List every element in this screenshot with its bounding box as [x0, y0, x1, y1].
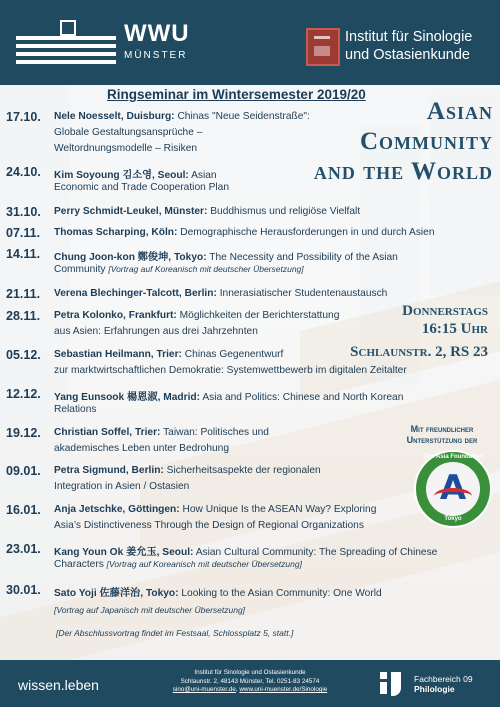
session-line: Thomas Scharping, Köln: Demographische Herausforderungen in und durch Asien — [54, 227, 435, 238]
email-link[interactable]: sino@uni-muenster.de — [172, 686, 236, 693]
session-date: 12.12. — [6, 387, 41, 401]
session-line: Characters [Vortrag auf Koreanisch mit deutscher Übersetzung] — [54, 559, 302, 570]
session-date: 21.11. — [6, 287, 41, 301]
session-line: Relations — [54, 404, 97, 415]
session-date: 16.01. — [6, 503, 41, 517]
info-time: 16:15 Uhr — [421, 321, 488, 337]
footer-bar — [0, 660, 500, 707]
session-line: Verena Blechinger-Talcott, Berlin: Innerasiatischer Studentenaustausch — [54, 288, 388, 299]
session-date: 24.10. — [6, 165, 41, 179]
faculty-logo-icon — [380, 672, 408, 696]
session-line: Globale Gestaltungsansprüche – — [54, 127, 203, 138]
session-line: Yang Eunsook 楊恩淑, Madrid: Asia and Politics: Chinese and North Korean — [54, 392, 404, 403]
institute-name: Institut für Sinologie und Ostasienkunde — [345, 29, 473, 63]
session-line: Kim Soyoung 김소영, Seoul: Asian — [54, 170, 217, 181]
session-line: Asia’s Distinctiveness Through the Design of Regional Organizations — [54, 520, 364, 531]
closing-note: [Der Abschlussvortrag findet im Festsaal, Schlossplatz 5, statt.] — [56, 628, 294, 638]
session-date: 31.10. — [6, 205, 41, 219]
session-date: 28.11. — [6, 309, 41, 323]
faculty-name: Fachbereich 09 Philologie — [414, 674, 473, 694]
website-link[interactable]: www.uni-muenster.de/Sinologie — [239, 686, 328, 693]
poster-main-title: Asian Community and the World — [313, 98, 493, 185]
session-line: Kang Youn Ok 姜允玉, Seoul: Asian Cultural Community: The Spreading of Chinese — [54, 547, 438, 558]
session-line: Sebastian Heilmann, Trier: Chinas Gegenentwurf — [54, 349, 284, 360]
session-date: 07.11. — [6, 226, 41, 240]
info-place: Schlaunstr. 2, RS 23 — [350, 344, 488, 360]
session-line: Nele Noesselt, Duisburg: Chinas "Neue Seidenstraße": — [54, 111, 310, 122]
session-date: 30.01. — [6, 583, 41, 597]
session-line: Petra Sigmund, Berlin: Sicherheitsaspekte der regionalen — [54, 465, 321, 476]
session-line: Weltordnungsmodelle – Risiken — [54, 143, 198, 154]
session-date: 23.01. — [6, 542, 41, 556]
wwu-brand: WWU — [124, 20, 190, 47]
session-line: Community [Vortrag auf Koreanisch mit deutscher Übersetzung] — [54, 264, 304, 275]
seminar-title: Ringseminar im Wintersemester 2019/20 — [107, 87, 366, 102]
session-line: Perry Schmidt-Leukel, Münster: Buddhismus und religiöse Vielfalt — [54, 206, 361, 217]
session-line: Christian Soffel, Trier: Taiwan: Politisches und — [54, 427, 269, 438]
session-date: 09.01. — [6, 464, 41, 478]
session-line: Sato Yoji 佐藤洋治, Tokyo: Looking to the Asian Community: One World — [54, 588, 382, 599]
info-day: Donnerstags — [402, 303, 488, 319]
session-line: Chung Joon-kon 鄭俊坤, Tokyo: The Necessity and Possibility of the Asian — [54, 252, 398, 263]
session-date: 05.12. — [6, 348, 41, 362]
support-note: Mit freundlicher Unterstützung der — [406, 424, 478, 445]
session-line: akademisches Leben unter Bedrohung — [54, 443, 230, 454]
session-note: [Vortrag auf Japanisch mit deutscher Übersetzung] — [54, 605, 246, 615]
session-line: Anja Jetschke, Göttingen: How Unique Is the ASEAN Way? Exploring — [54, 504, 377, 515]
session-date: 19.12. — [6, 426, 41, 440]
footer-address: Institut für Sinologie und Ostasienkunde Schlaunstr. 2, 48143 Münster, Tel. 0251-83 24574 sino@uni-muenster.de, www.uni-muenster.de/Sinologie — [172, 669, 328, 693]
letter-a-icon: A — [439, 468, 467, 508]
one-asia-foundation-logo: One Asia Foundation A Tokyo — [414, 450, 492, 528]
wwu-brand-sub: MÜNSTER — [124, 50, 188, 61]
session-date: 17.10. — [6, 110, 41, 124]
session-line: zur marktwirtschaftlichen Demokratie: Systemwettbewerb im digitalen Zeitalter — [54, 365, 407, 376]
footer-slogan: wissen.leben — [18, 677, 99, 693]
session-line: Petra Kolonko, Frankfurt: Möglichkeiten der Berichterstattung — [54, 310, 340, 321]
session-line: aus Asien: Erfahrungen aus drei Jahrzehnten — [54, 326, 258, 337]
session-line: Economic and Trade Cooperation Plan — [54, 182, 229, 193]
session-line: Integration in Asien / Ostasien — [54, 481, 190, 492]
session-date: 14.11. — [6, 247, 41, 261]
